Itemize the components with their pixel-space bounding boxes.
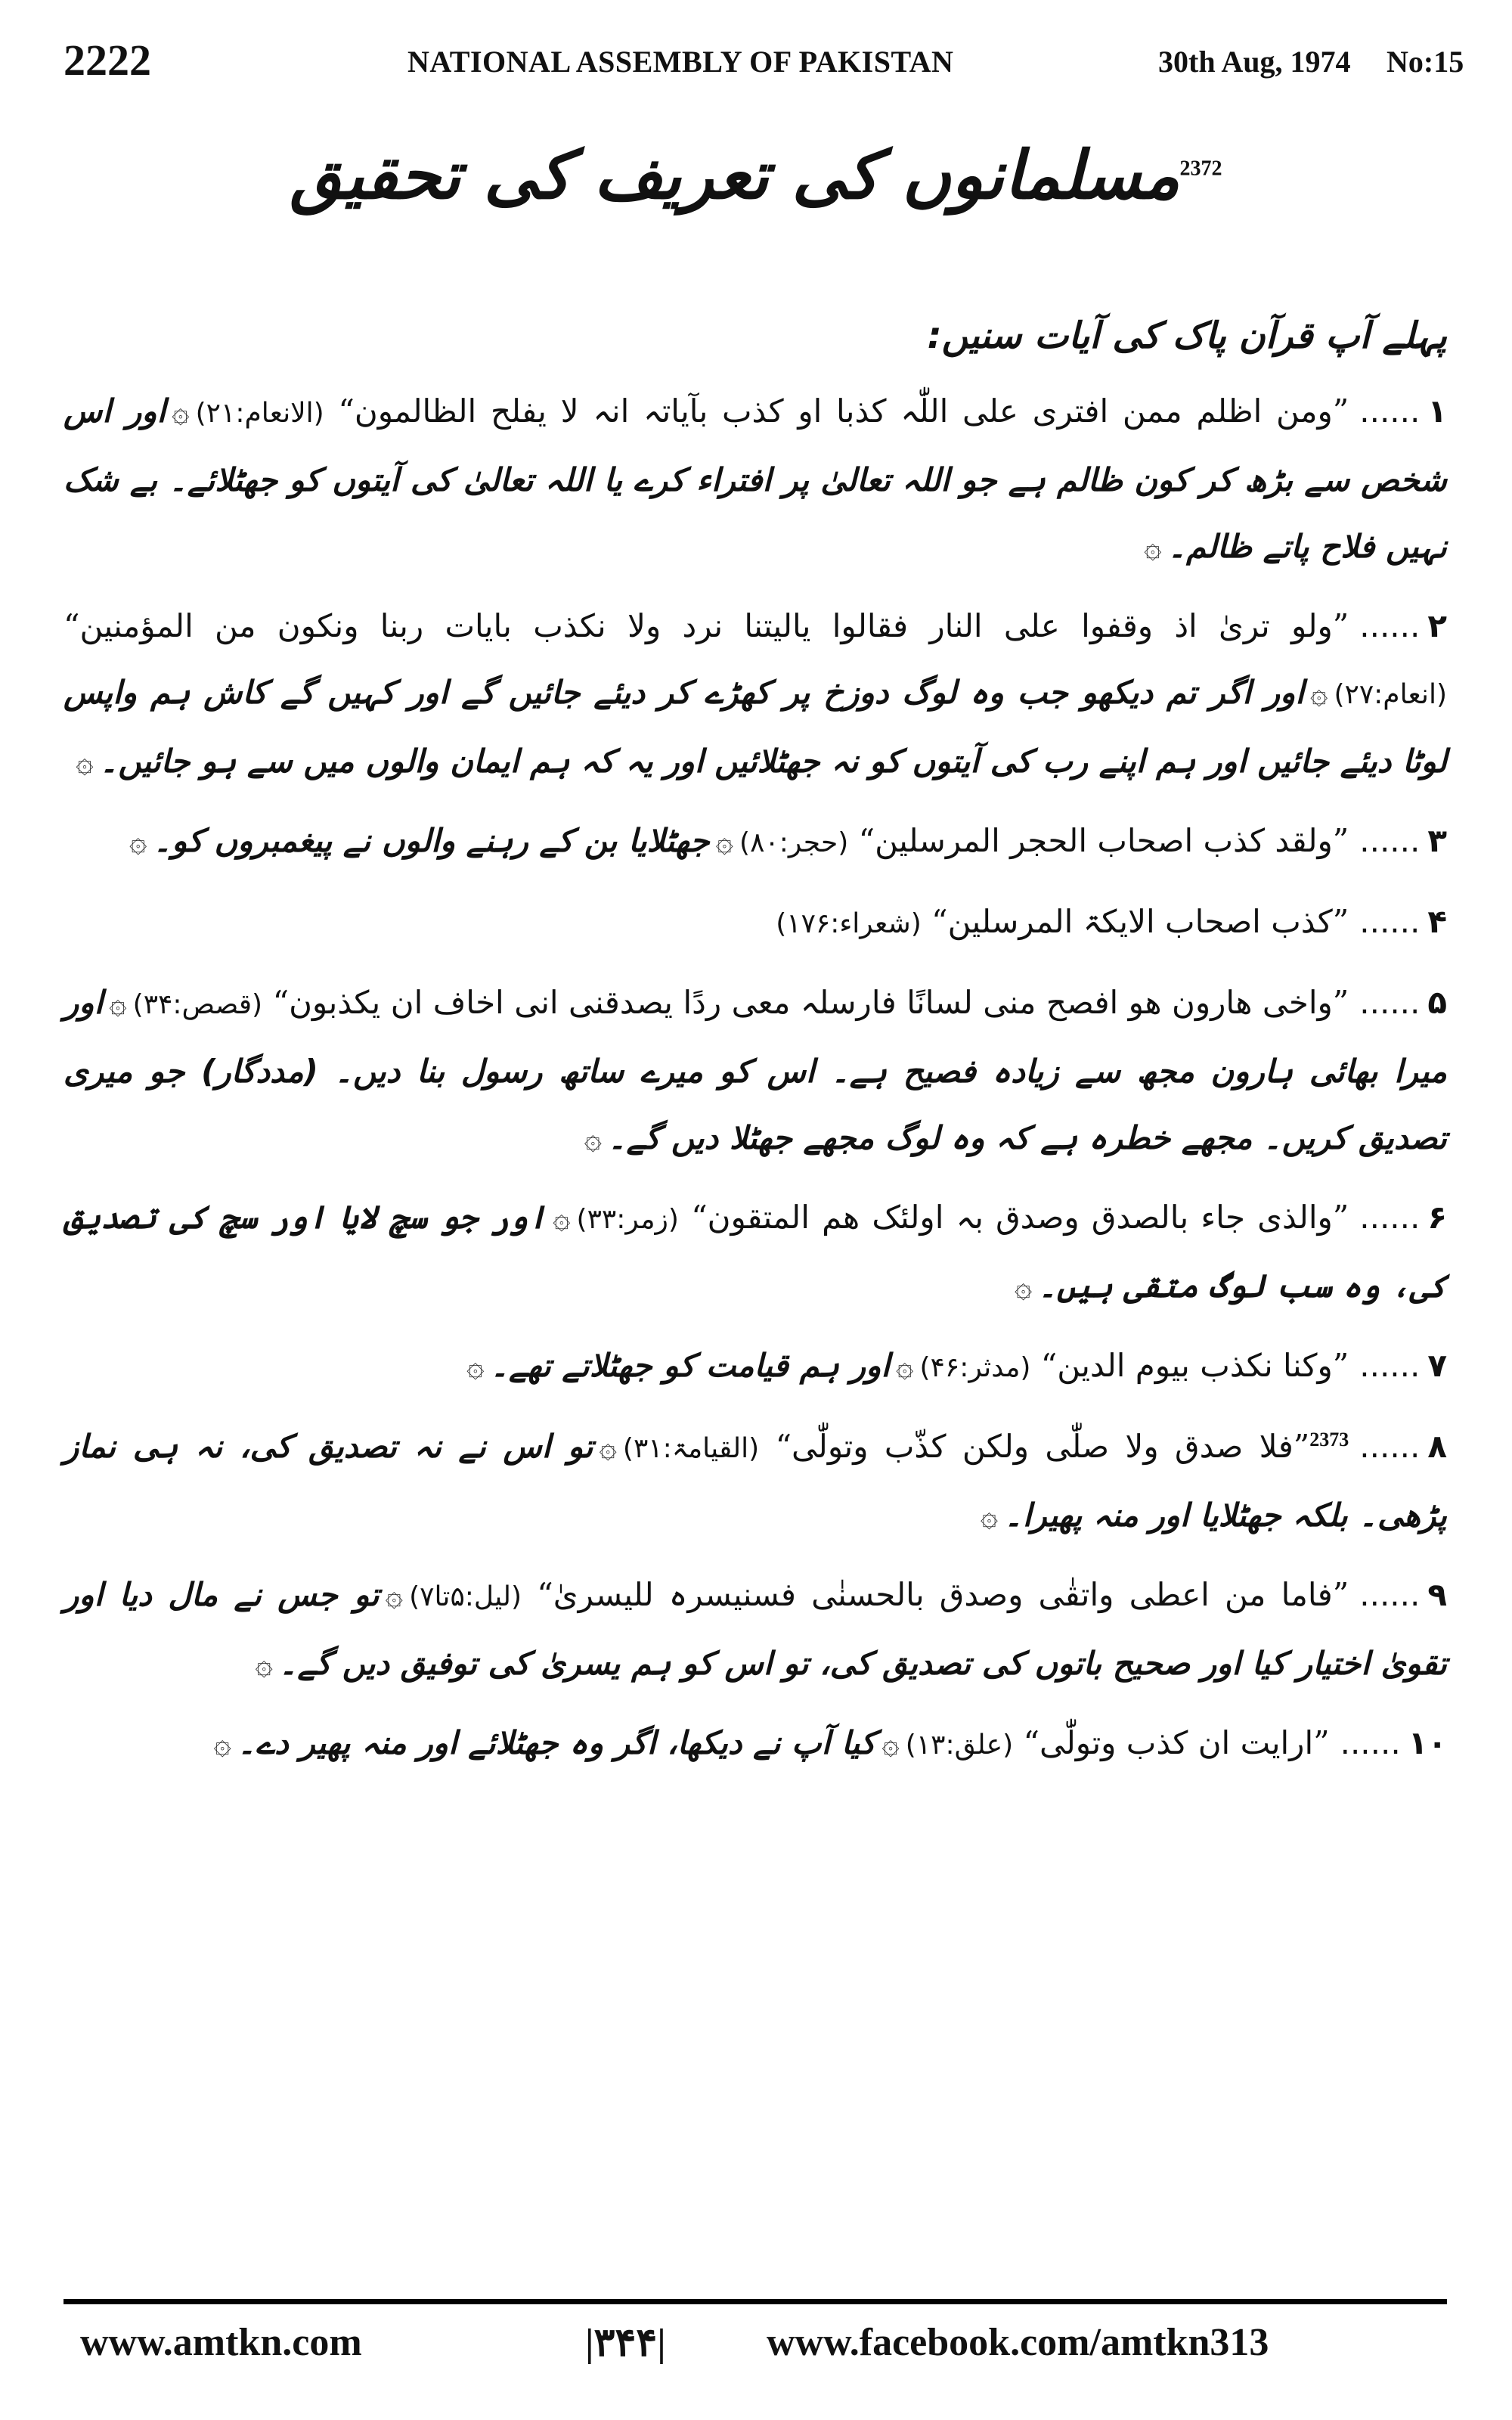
urdu-translation: اور ہم قیامت کو جھٹلاتے تھے۔ <box>490 1347 891 1384</box>
leader-dots: ...... <box>1340 1724 1401 1761</box>
verse-reference: (زمر:۳۳) <box>576 1204 679 1235</box>
page-number: 2222 <box>64 36 151 85</box>
verse-number: ۲ <box>1427 607 1447 644</box>
verse-item <box>64 1333 1447 1401</box>
verse-number: ۵ <box>1427 984 1448 1021</box>
arabic-verse: ”واخی ھارون ھو افصح منی لسانًا فارسلہ معی ردًا یصدقنی انی اخاف ان یکذبون“ <box>272 984 1349 1021</box>
urdu-translation: اور اگر تم دیکھو جب وہ لوگ دوزخ پر کھڑے کر دیئے جائیں گے اور کہیں گے کاش ہم واپس لوٹا دیئے جائیں اور ہم اپنے رب کی آیتوں کو نہ جھٹلائیں اور یہ کہ ہم ایمان والوں میں سے ہو جائیں۔ <box>64 674 1447 780</box>
verse-number: ۱ <box>1427 392 1447 430</box>
footer-website-link[interactable]: www.amtkn.com <box>80 2321 362 2364</box>
arabic-verse: ”ولقد کذب اصحاب الحجر المرسلین“ <box>858 822 1349 859</box>
footnote-marker: 2373 <box>1309 1429 1349 1450</box>
verse-item <box>64 1184 1447 1320</box>
intro-heading: پہلے آپ قرآن پاک کی آیات سنیں: <box>927 315 1447 357</box>
arabic-verse: ”وکنا نکذب بیوم الدین“ <box>1040 1347 1349 1384</box>
urdu-translation: اور میرا بھائی ہارون مجھ سے زیادہ فصیح ہے۔ اس کو میرے ساتھ رسول بنا دیں۔ (مددگار) جو میری تصدیق کریں۔ مجھے خطرہ ہے کہ وہ لوگ مجھے جھٹلا دیں گے۔ <box>64 984 1447 1156</box>
urdu-translation: اور جو سچ لایا اور سچ کی تصدیق کی، وہ سب لوگ متقی ہیں۔ <box>64 1199 1447 1305</box>
urdu-translation: جھٹلایا بن کے رہنے والوں نے پیغمبروں کو۔ <box>153 822 710 859</box>
verse-number: ۸ <box>1427 1428 1448 1465</box>
verse-number: ۶ <box>1427 1199 1447 1236</box>
footer-facebook-link[interactable]: www.facebook.com/amtkn313 <box>767 2321 1269 2364</box>
ornament-open-icon: ۞ <box>896 1349 914 1384</box>
ornament-open-icon: ۞ <box>715 824 734 859</box>
verse-list <box>64 378 1447 1779</box>
ornament-open-icon: ۞ <box>599 1430 617 1465</box>
verse-number: ۴ <box>1427 903 1447 940</box>
ornament-close-icon: ۞ <box>1144 530 1162 565</box>
verse-item <box>64 1710 1447 1779</box>
ornament-close-icon: ۞ <box>213 1727 231 1761</box>
leader-dots: ...... <box>1359 1199 1421 1236</box>
ornament-close-icon: ۞ <box>76 745 94 780</box>
ornament-open-icon: ۞ <box>385 1578 404 1613</box>
arabic-verse: ”فاما من اعطی واتقٰی وصدق بالحسنٰی فسنیسرہ للیسریٰ“ <box>537 1576 1349 1613</box>
verse-reference: (علق:۱۳) <box>905 1730 1014 1761</box>
verse-number: ۳ <box>1427 822 1447 859</box>
arabic-verse: ”والذی جاء بالصدق وصدق بہ اولئک ھم المتقون“ <box>691 1199 1349 1236</box>
footer-page-number: |۳۴۴| <box>585 2322 666 2365</box>
header-date: 30th Aug, 1974 <box>1158 45 1351 79</box>
ornament-close-icon: ۞ <box>584 1122 603 1156</box>
ornament-open-icon: ۞ <box>109 986 127 1021</box>
verse-item <box>64 808 1447 876</box>
page-title <box>0 136 1512 214</box>
title-footnote: 2372 <box>1179 157 1222 181</box>
arabic-verse: ”فلا صدق ولا صلّٰی ولکن کذّب وتولّٰی“ <box>775 1428 1310 1465</box>
ornament-open-icon: ۞ <box>881 1727 900 1761</box>
verse-item <box>64 970 1447 1172</box>
ornament-open-icon: ۞ <box>553 1201 571 1236</box>
verse-item <box>64 593 1447 796</box>
verse-number: ۷ <box>1427 1347 1447 1384</box>
urdu-translation: تو جس نے مال دیا اور تقویٰ اختیار کیا اور صحیح باتوں کی تصدیق کی، تو اس کو ہم یسریٰ کی توفیق دیں گے۔ <box>64 1576 1447 1682</box>
header-number: No:15 <box>1387 45 1464 79</box>
verse-item <box>64 1413 1447 1550</box>
verse-number: ۹ <box>1427 1576 1447 1613</box>
arabic-verse: ”ارایت ان کذب وتولّٰی“ <box>1023 1724 1330 1761</box>
urdu-translation: تو اس نے نہ تصدیق کی، نہ ہی نماز پڑھی۔ بلکہ جھٹلایا اور منہ پھیرا۔ <box>64 1428 1447 1534</box>
verse-reference: (شعراء:۱۷۶) <box>776 908 922 939</box>
leader-dots: ...... <box>1359 1347 1421 1384</box>
leader-dots: ...... <box>1359 822 1421 859</box>
ornament-close-icon: ۞ <box>255 1647 273 1682</box>
verse-item <box>64 378 1447 581</box>
verse-reference: (حجر:۸۰) <box>739 827 849 858</box>
ornament-close-icon: ۞ <box>1014 1270 1033 1305</box>
leader-dots: ...... <box>1359 1576 1421 1613</box>
ornament-open-icon: ۞ <box>1310 676 1328 711</box>
document-body <box>64 302 1447 1791</box>
leader-dots: ...... <box>1359 607 1421 644</box>
page-header <box>64 32 1464 92</box>
urdu-translation: اور اس شخص سے بڑھ کر کون ظالم ہے جو اللہ تعالیٰ پر افتراء کرے یا اللہ تعالیٰ کی آیتوں کو جھٹلائے۔ بے شک نہیں فلاح پاتے ظالم۔ <box>64 392 1447 565</box>
verse-reference: (الانعام:۲۱) <box>195 398 324 429</box>
verse-reference: (لیل:۵تا۷) <box>409 1581 522 1612</box>
verse-reference: (قصص:۳۴) <box>132 989 263 1020</box>
title-text: مسلمانوں کی تعریف کی تحقیق <box>290 136 1180 214</box>
verse-reference: (مدثر:۴۶) <box>919 1352 1031 1383</box>
page-footer <box>64 2316 1447 2384</box>
verse-reference: (القیامۃ:۳۱) <box>622 1433 760 1464</box>
verse-reference: (انعام:۲۷) <box>1334 679 1447 710</box>
ornament-close-icon: ۞ <box>466 1349 485 1384</box>
ornament-close-icon: ۞ <box>980 1499 999 1534</box>
leader-dots: ...... <box>1359 1428 1421 1465</box>
arabic-verse: ”ومن اظلم ممن افتری علی اللّٰہ کذبا او کذب بآیاتہ انہ لا یفلح الظالمون“ <box>338 392 1349 430</box>
urdu-translation: کیا آپ نے دیکھا، اگر وہ جھٹلائے اور منہ پھیر دے۔ <box>237 1724 876 1761</box>
footer-divider <box>64 2299 1447 2304</box>
verse-number: ۱۰ <box>1408 1724 1447 1761</box>
ornament-close-icon: ۞ <box>129 824 147 859</box>
verse-item <box>64 1562 1447 1698</box>
arabic-verse: ”کذب اصحاب الایکۃ المرسلین“ <box>931 903 1349 940</box>
arabic-verse: ”ولو تریٰ اذ وقفوا علی النار فقالوا یالیتنا نرد ولا نکذب بایات ربنا ونکون من المؤمنین“ <box>64 607 1349 644</box>
verse-item <box>64 889 1447 957</box>
header-title: NATIONAL ASSEMBLY OF PAKISTAN <box>407 45 954 79</box>
ornament-open-icon: ۞ <box>172 395 190 430</box>
leader-dots: ...... <box>1359 903 1421 940</box>
leader-dots: ...... <box>1359 392 1421 430</box>
leader-dots: ...... <box>1359 984 1421 1021</box>
